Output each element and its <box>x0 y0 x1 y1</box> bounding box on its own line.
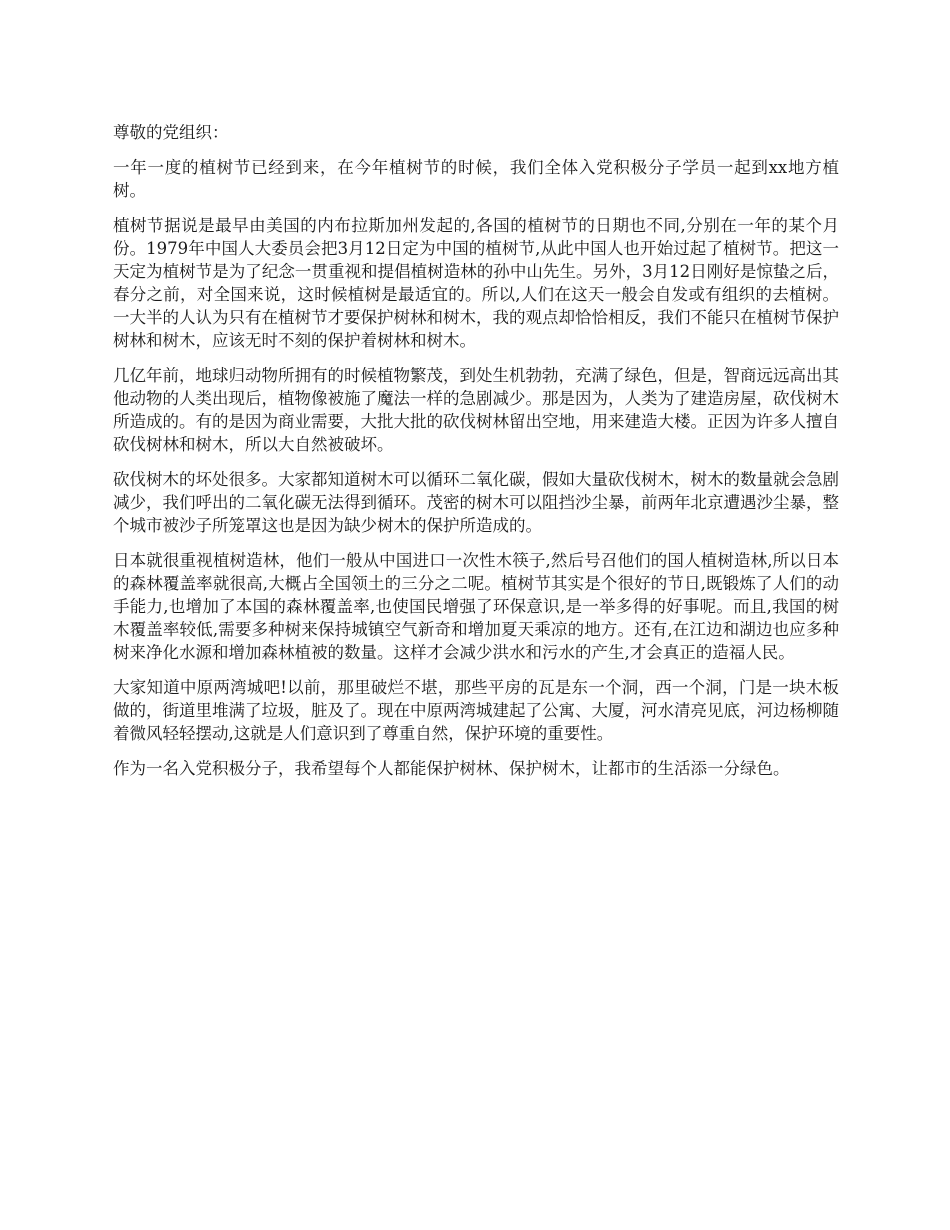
paragraph-2: 植树节据说是最早由美国的内布拉斯加州发起的,各国的植树节的日期也不同,分别在一年的某个月份。1979年中国人大委员会把3月12日定为中国的植树节,从此中国人也开始过起了植树节。把这一天定为植树节是为了纪念一贯重视和提倡植树造林的孙中山先生。另外，3月12日刚好是惊蛰之后，春分之前，对全国来说，这时候植树是最适宜的。所以,人们在这天一般会自发或有组织的去植树。一大半的人认为只有在植树节才要保护树林和树木，我的观点却恰恰相反，我们不能只在植树节保护树林和树木，应该无时不刻的保护着树林和树木。 <box>113 216 839 350</box>
paragraph-6: 大家知道中原两湾城吧!以前，那里破烂不堪，那些平房的瓦是东一个洞，西一个洞，门是一块木板做的，街道里堆满了垃圾，脏及了。现在中原两湾城建起了公寓、大厦，河水清亮见底，河边杨柳随着微风轻轻摆动,这就是人们意识到了尊重自然，保护环境的重要性。 <box>113 678 839 743</box>
paragraph-7: 作为一名入党积极分子，我希望每个人都能保护树林、保护树木，让都市的生活添一分绿色。 <box>113 759 790 778</box>
paragraph-4: 砍伐树木的坏处很多。大家都知道树木可以循环二氧化碳，假如大量砍伐树木，树木的数量就会急剧减少，我们呼出的二氧化碳无法得到循环。茂密的树木可以阻挡沙尘暴，前两年北京遭遇沙尘暴，整个城市被沙子所笼罩这也是因为缺少树木的保护所造成的。 <box>113 470 839 535</box>
paragraph-5: 日本就很重视植树造林，他们一般从中国进口一次性木筷子,然后号召他们的国人植树造林,所以日本的森林覆盖率就很高,大概占全国领土的三分之二呢。植树节其实是个很好的节日,既锻炼了人们的动手能力,也增加了本国的森林覆盖率,也使国民增强了环保意识,是一举多得的好事呢。而且,我国的树木覆盖率较低,需要多种树来保持城镇空气新奇和增加夏天乘凉的地方。还有,在江边和湖边也应多种树来净化水源和增加森林植被的数量。这样才会减少洪水和污水的产生,才会真正的造福人民。 <box>113 551 839 662</box>
salutation: 尊敬的党组织： <box>113 123 229 142</box>
paragraph-3: 几亿年前，地球归动物所拥有的时候植物繁茂，到处生机勃勃，充满了绿色，但是，智商远远高出其他动物的人类出现后，植物像被施了魔法一样的急剧减少。那是因为，人类为了建造房屋，砍伐树木所造成的。有的是因为商业需要，大批大批的砍伐树林留出空地，用来建造大楼。正因为许多人擅自砍伐树林和树木，所以大自然被破坏。 <box>113 366 839 454</box>
paragraph-1: 一年一度的植树节已经到来，在今年植树节的时候，我们全体入党积极分子学员一起到xx地方植树。 <box>113 158 839 200</box>
document-body <box>113 121 839 792</box>
